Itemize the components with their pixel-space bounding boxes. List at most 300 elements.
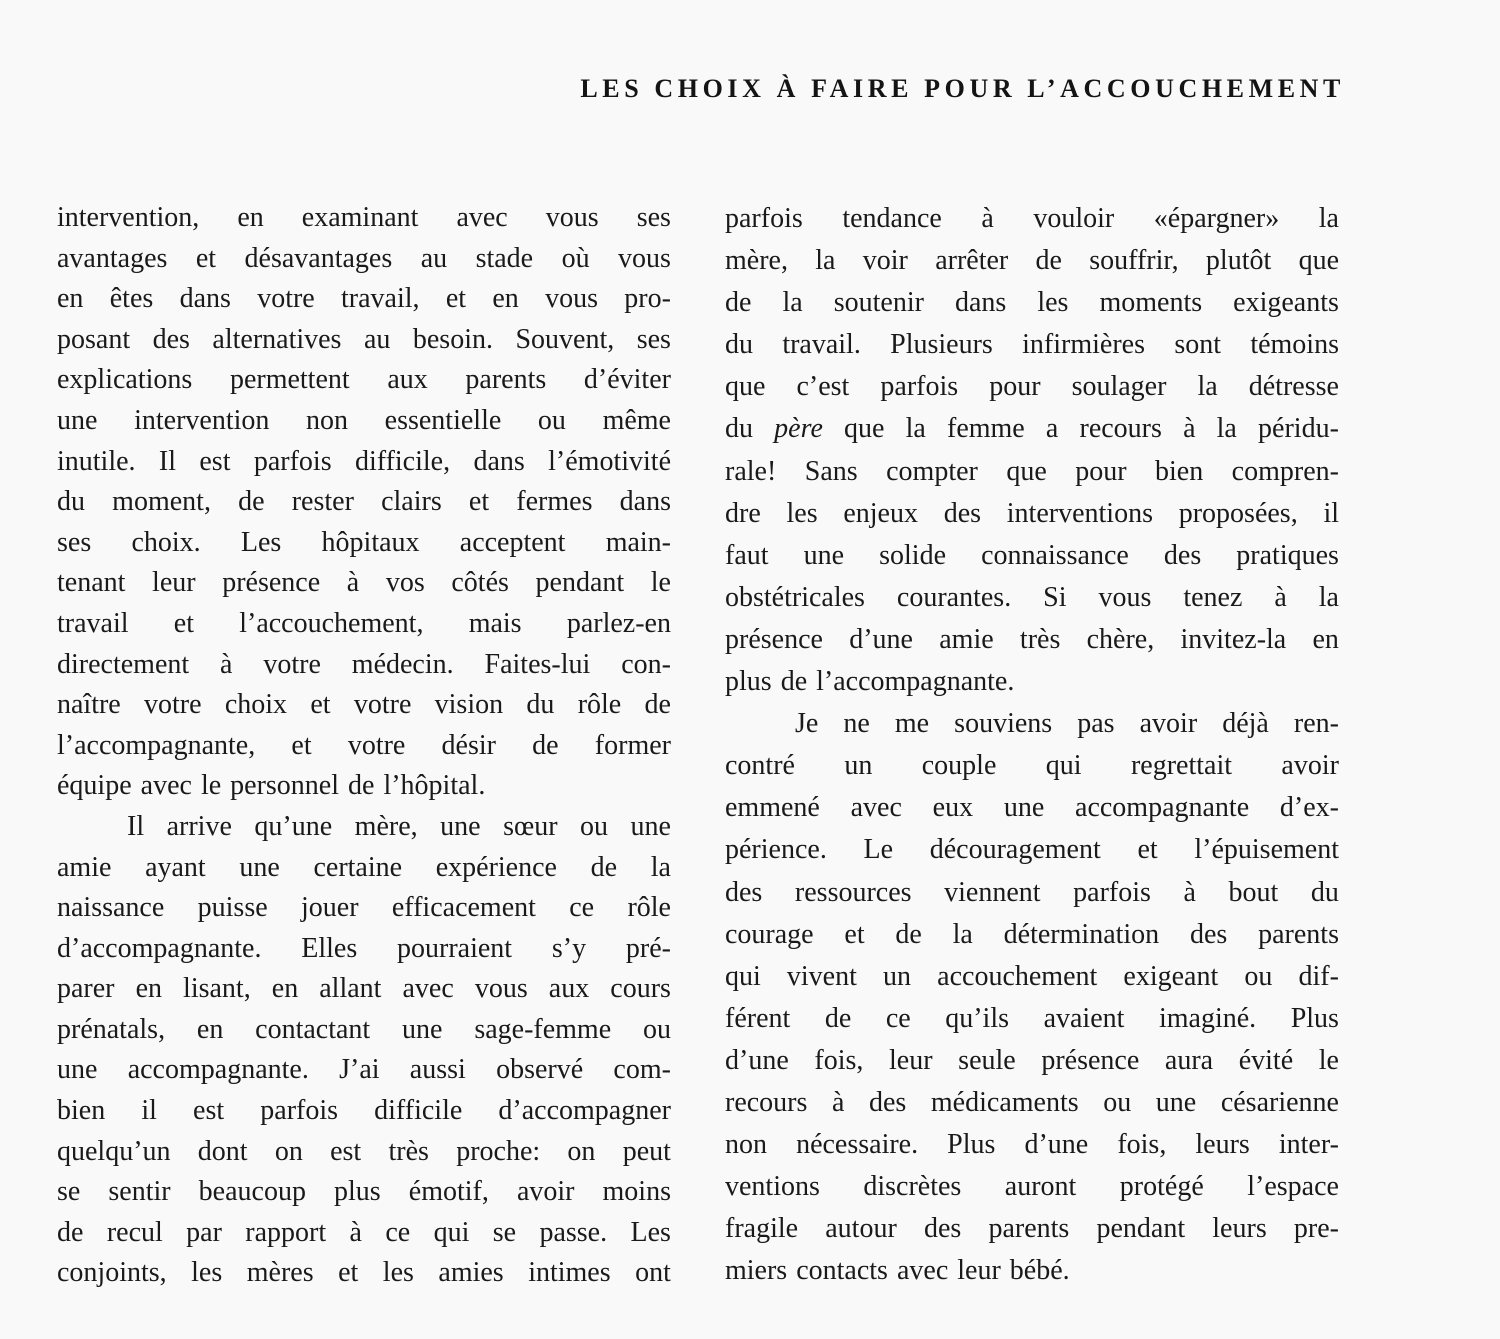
word: ren- <box>1293 708 1339 740</box>
word: en <box>135 973 162 1005</box>
word: recul <box>106 1216 163 1248</box>
word: les <box>1037 287 1069 319</box>
word: vous <box>618 242 671 274</box>
word: souffrir, <box>1089 245 1179 277</box>
text-line <box>725 324 1339 366</box>
word: viennent <box>944 876 1041 908</box>
word: recours <box>1079 413 1162 445</box>
word: la <box>815 245 836 277</box>
text-line <box>725 577 1339 619</box>
text-line <box>725 787 1339 829</box>
word: essentielle <box>384 404 502 436</box>
word: besoin. <box>412 323 493 355</box>
left-column <box>57 198 671 1294</box>
word: ses <box>57 526 92 558</box>
word: que <box>1006 455 1047 487</box>
word: parfois <box>1073 876 1151 908</box>
text-line <box>725 619 1339 661</box>
word: mais <box>468 607 522 639</box>
word: à <box>349 1216 362 1248</box>
word: contactant <box>255 1013 371 1045</box>
word: voir <box>862 245 908 277</box>
word: a <box>1045 413 1059 445</box>
text-line <box>725 872 1339 914</box>
word: avec <box>896 1255 949 1287</box>
word: des <box>923 1213 962 1245</box>
word: c’est <box>796 371 850 403</box>
word: discrètes <box>863 1171 962 1203</box>
word: proche: <box>456 1135 541 1167</box>
word: vouloir <box>1033 203 1115 234</box>
word: ses <box>636 323 671 355</box>
word: dre <box>725 497 761 529</box>
word: ce <box>569 892 595 924</box>
word: contacts <box>796 1255 888 1287</box>
word: fois, <box>814 1044 864 1076</box>
word: mère, <box>725 245 788 277</box>
word: imaginé. <box>1158 1002 1257 1034</box>
word: les <box>786 497 818 529</box>
word: la <box>1318 203 1339 234</box>
word: en <box>1312 623 1339 655</box>
word: en <box>237 202 264 233</box>
word: examinant <box>301 202 419 233</box>
text-line <box>725 829 1339 871</box>
word: une <box>630 810 671 842</box>
word: à <box>1274 581 1287 613</box>
word: une <box>803 539 845 571</box>
text-line <box>725 661 1339 703</box>
word: Les <box>630 1216 671 1248</box>
word: avoir <box>1281 750 1339 782</box>
word: certaine <box>313 851 403 883</box>
word: aux <box>387 364 428 396</box>
running-head: LES CHOIX À FAIRE POUR L’ACCOUCHEMENT <box>580 74 1345 103</box>
word: com- <box>613 1054 671 1086</box>
word: vous <box>1098 581 1152 613</box>
word: des <box>869 1086 907 1118</box>
word: aussi <box>409 1054 466 1086</box>
word: évité <box>1238 1044 1294 1076</box>
word: se <box>57 1176 81 1208</box>
word: découragement <box>929 834 1101 866</box>
word: l’accompagnante, <box>57 729 256 761</box>
word: amie <box>57 851 112 883</box>
text-line <box>725 1250 1339 1292</box>
word: une <box>1003 792 1045 824</box>
word: J’ai <box>339 1054 380 1086</box>
word: avec <box>850 792 902 824</box>
text-line <box>57 888 671 929</box>
word: bien <box>1154 455 1204 487</box>
word: le <box>1318 1044 1339 1076</box>
text-line <box>57 1213 671 1254</box>
word: travail. <box>782 329 861 361</box>
word: sage-femme <box>474 1013 612 1045</box>
word: intervention, <box>57 202 200 233</box>
word: des <box>943 497 982 529</box>
word: leurs <box>1212 1213 1267 1245</box>
word: jouer <box>300 892 359 924</box>
text-line <box>57 1091 671 1132</box>
word: êtes <box>109 283 154 315</box>
word: ou <box>1103 1086 1132 1118</box>
word: l’émotivité <box>548 445 671 477</box>
word: les <box>191 1257 223 1289</box>
word: hôpitaux <box>321 526 420 558</box>
word: ayant <box>145 851 206 883</box>
word: pratiques <box>1236 539 1339 571</box>
word: fermes <box>516 486 593 518</box>
word: avoir <box>516 1176 575 1208</box>
word: Elles <box>301 932 358 964</box>
word: avaient <box>1043 1002 1125 1034</box>
word: Plus <box>947 1129 996 1161</box>
word: courage <box>725 918 814 950</box>
word: vision <box>434 689 504 721</box>
word: à <box>981 203 994 234</box>
word: désavantages <box>244 242 393 274</box>
word: qu’une <box>254 810 333 842</box>
word: directement <box>57 648 190 680</box>
word: déjà <box>1222 708 1269 740</box>
word: avantages <box>57 242 168 274</box>
word: pour <box>1075 455 1127 487</box>
word: Souvent, <box>515 323 615 355</box>
word: main- <box>605 526 671 558</box>
word: obstétricales <box>725 581 865 613</box>
text-line <box>725 703 1339 745</box>
word: la <box>1318 581 1339 613</box>
word: sentir <box>108 1176 171 1208</box>
word: miers <box>725 1255 788 1287</box>
word: lisant, <box>183 973 251 1005</box>
word: stade <box>475 242 534 274</box>
word: l’accompagnante. <box>816 666 1015 698</box>
text-line <box>57 523 671 564</box>
word: à <box>346 567 360 599</box>
word: périence. <box>725 834 827 866</box>
word: de <box>57 1216 84 1248</box>
word: travail, <box>341 283 420 315</box>
word: naissance <box>57 892 165 924</box>
word: au <box>363 323 391 355</box>
text-line <box>725 1208 1339 1250</box>
word: l’accouchement, <box>239 607 424 639</box>
word: en <box>196 1013 224 1045</box>
word: tenez <box>1183 581 1243 613</box>
word: avec <box>402 973 454 1005</box>
word: choix. <box>131 526 201 558</box>
word: personnel <box>230 770 340 802</box>
word: prénatals, <box>57 1013 166 1045</box>
word: médicaments <box>930 1086 1079 1118</box>
word: travail <box>57 607 129 639</box>
word: sœur <box>503 810 558 842</box>
word: et <box>468 486 490 518</box>
text-line <box>57 279 671 320</box>
word: votre <box>347 729 406 761</box>
text-line <box>57 239 671 280</box>
word: arrêter <box>935 245 1009 277</box>
word: vous <box>545 202 599 233</box>
word: ou <box>537 404 566 436</box>
word: parents <box>465 364 547 396</box>
word: plutôt <box>1205 245 1272 277</box>
word: la <box>952 918 973 950</box>
word: passe. <box>539 1216 608 1248</box>
word: par <box>186 1216 222 1248</box>
word: très <box>1019 623 1061 655</box>
word: connaissance <box>981 539 1129 571</box>
word: présence <box>222 567 321 599</box>
word: d’une <box>1024 1129 1089 1161</box>
text-line <box>57 1253 671 1294</box>
word: pendant <box>1096 1213 1186 1245</box>
word: présence <box>1041 1044 1140 1076</box>
word: auront <box>1004 1171 1077 1203</box>
word: contré <box>725 750 795 782</box>
word: des <box>1189 918 1228 950</box>
text-line <box>725 1040 1339 1082</box>
text-line <box>725 451 1339 493</box>
word: qui <box>1045 750 1082 782</box>
word: désir <box>441 729 496 761</box>
word: une <box>1155 1086 1197 1118</box>
word: autour <box>825 1213 897 1245</box>
text-line <box>57 482 671 523</box>
word: invitez-la <box>1180 623 1287 655</box>
word: Le <box>863 834 894 866</box>
word: ressources <box>794 876 912 908</box>
word: l’épuisement <box>1194 834 1339 866</box>
word: en <box>271 973 299 1005</box>
word: fois, <box>1117 1129 1167 1161</box>
text-line <box>57 320 671 361</box>
word: du <box>526 689 555 721</box>
word: «épargner» <box>1153 203 1280 234</box>
word: dans <box>619 486 671 518</box>
word: de <box>725 287 752 319</box>
word: la <box>1197 371 1218 403</box>
text-line <box>725 240 1339 282</box>
word: d’une <box>725 1044 789 1076</box>
word: compter <box>886 455 978 487</box>
word: d’une <box>849 623 913 655</box>
word: permettent <box>229 364 350 396</box>
text-line <box>57 969 671 1010</box>
word: soutenir <box>833 287 924 319</box>
word: vous <box>545 283 598 315</box>
word: Les <box>240 526 282 558</box>
word: Plusieurs <box>890 329 993 361</box>
word: non <box>306 404 349 436</box>
word: mères <box>246 1257 314 1289</box>
word: accompagnante <box>1075 792 1250 824</box>
word: ont <box>635 1257 671 1289</box>
word: Je <box>795 708 819 740</box>
text-line <box>725 198 1339 240</box>
word: difficile <box>374 1095 463 1127</box>
word: solide <box>879 539 947 571</box>
word: vos <box>385 567 425 599</box>
text-line <box>725 1166 1339 1208</box>
text-line <box>725 998 1339 1040</box>
word: naître <box>57 689 121 721</box>
word: leur <box>889 1044 933 1076</box>
word: avoir <box>1139 708 1198 740</box>
word: emmené <box>725 792 820 824</box>
word: votre <box>263 648 321 680</box>
word: ne <box>843 708 870 740</box>
word: leur <box>152 567 196 599</box>
word: rôle <box>577 689 622 721</box>
text-line <box>57 848 671 889</box>
word: non <box>725 1129 767 1161</box>
word: parlez-en <box>566 607 671 639</box>
word: des <box>725 876 763 908</box>
word: dif- <box>1298 960 1339 992</box>
word: rester <box>291 486 354 518</box>
text-line <box>57 929 671 970</box>
text-line <box>725 745 1339 787</box>
word: exigeant <box>1123 960 1219 992</box>
text-line <box>725 914 1339 956</box>
word: regrettait <box>1130 750 1233 782</box>
word: médecin. <box>351 648 454 680</box>
word: que <box>844 413 885 445</box>
word: et <box>445 283 467 315</box>
word: des <box>152 323 190 355</box>
word: que <box>725 371 766 403</box>
word: votre <box>144 689 202 721</box>
word: parfois <box>725 203 803 234</box>
word: la <box>905 413 926 445</box>
word: pas <box>1077 708 1115 740</box>
text-line <box>57 401 671 442</box>
word: très <box>388 1135 429 1167</box>
word: Sans <box>804 455 858 487</box>
word: témoins <box>1250 329 1339 361</box>
word: rale! <box>725 455 777 487</box>
word: amies <box>438 1257 504 1289</box>
word: sont <box>1174 329 1221 361</box>
text-line <box>57 685 671 726</box>
word: parfois <box>880 371 959 403</box>
word: qui <box>433 1216 470 1248</box>
word: de <box>895 918 922 950</box>
word: et <box>291 729 312 761</box>
word: inutile. <box>57 445 136 477</box>
word: bout <box>1228 876 1279 908</box>
word: exigeants <box>1233 287 1339 319</box>
word: détresse <box>1248 371 1339 403</box>
word: fragile <box>725 1213 799 1245</box>
word: dans <box>954 287 1007 319</box>
word: votre <box>257 283 315 315</box>
word: explications <box>57 364 193 396</box>
word: nécessaire. <box>796 1129 919 1161</box>
word: difficile, <box>354 445 451 477</box>
text-line <box>57 604 671 645</box>
word: et <box>195 242 217 274</box>
text-line <box>57 198 671 239</box>
word: parer <box>57 973 115 1005</box>
word: l’hôpital. <box>383 770 486 802</box>
word: un <box>844 750 873 782</box>
text-line <box>725 535 1339 577</box>
word: une <box>57 404 98 436</box>
text-line <box>725 366 1339 408</box>
word: interventions <box>1006 497 1153 529</box>
word: compren- <box>1231 455 1339 487</box>
word: une <box>239 851 280 883</box>
text-line <box>725 1082 1339 1124</box>
word: quelqu’un <box>57 1135 171 1167</box>
word: Il <box>158 445 177 477</box>
word: père <box>774 413 823 445</box>
word: est <box>330 1135 362 1167</box>
word: dans <box>179 283 231 315</box>
text-line <box>57 1132 671 1173</box>
word: détermination <box>1003 918 1160 950</box>
word: une <box>402 1013 443 1045</box>
word: se <box>492 1216 517 1248</box>
word: beaucoup <box>198 1176 306 1208</box>
word: la <box>650 851 671 883</box>
word: et <box>310 689 331 721</box>
word: courantes. <box>896 581 1012 613</box>
word: et <box>338 1257 359 1289</box>
word: moment, <box>112 486 211 518</box>
word: et <box>173 607 194 639</box>
word: Il <box>127 810 145 842</box>
word: bien <box>57 1095 106 1127</box>
word: au <box>420 242 448 274</box>
word: femme <box>947 413 1025 445</box>
word: peut <box>622 1135 671 1167</box>
word: parents <box>1258 918 1339 950</box>
word: de <box>644 689 671 721</box>
word: le <box>650 567 671 599</box>
text-line <box>57 807 671 848</box>
right-column <box>725 198 1339 1292</box>
word: pro- <box>624 283 671 315</box>
word: est <box>193 1095 225 1127</box>
text-line <box>57 766 671 807</box>
word: aux <box>548 973 590 1005</box>
word: la <box>782 287 803 319</box>
word: à <box>220 648 233 680</box>
word: où <box>561 242 590 274</box>
word: d’ex- <box>1279 792 1339 824</box>
word: observé <box>496 1054 584 1086</box>
word: ou <box>580 810 609 842</box>
word: le <box>200 770 222 802</box>
word: couple <box>921 750 997 782</box>
word: soulager <box>1071 371 1167 403</box>
word: de <box>532 729 559 761</box>
word: bébé. <box>1009 1255 1070 1287</box>
word: allant <box>319 973 382 1005</box>
word: posant <box>57 323 131 355</box>
word: recours <box>725 1086 808 1118</box>
word: clairs <box>381 486 442 518</box>
word: pour <box>989 371 1041 403</box>
word: les <box>382 1257 414 1289</box>
word: en <box>492 283 519 315</box>
word: arrive <box>166 810 232 842</box>
